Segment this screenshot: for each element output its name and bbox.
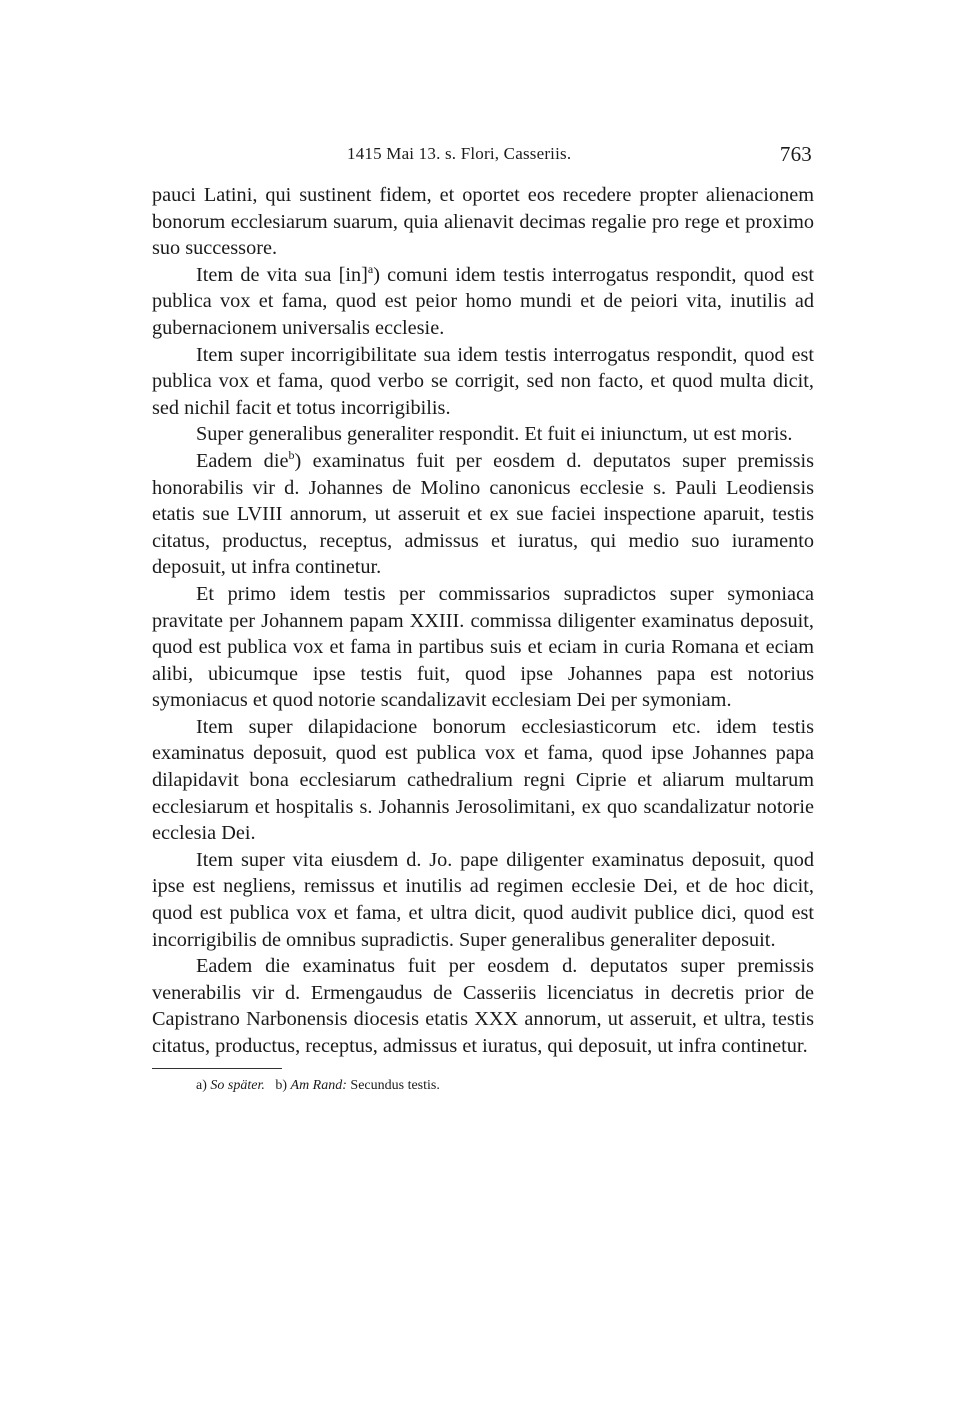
footnote-divider	[152, 1068, 282, 1069]
paragraph-1	[152, 182, 814, 262]
paragraph-text: Et primo idem testis per commissarios supradictos super symoniaca pravitate per Johannem papam XXIII. commissa diligenter examinatus deposuit, quod est publica vox et fama in partibus suis et eciam in curia Romana et eciam alibi, ubicumque ipse testis fuit, quod ipse Johannes papa est notorius symoniacus et quod notorie scandalizavit ecclesiam Dei per symoniam.	[152, 582, 814, 712]
footnote-prefix: Am Rand:	[290, 1077, 347, 1093]
footnote-ref: a	[367, 262, 374, 277]
document-page	[152, 142, 814, 1095]
footnote-a	[196, 1078, 268, 1093]
paragraph-4	[152, 421, 814, 448]
paragraph-text: Item super vita eiusdem d. Jo. pape diligenter examinatus deposuit, quod ipse est negliens, remissus et inutilis ad regimen ecclesie Dei, et de hoc dicit, quod est publica vox et fama, et ultra dicit, quod audivit publice dici, quod est incorrigibilis de omnibus supradictis. Super generalibus generaliter deposuit.	[152, 848, 814, 951]
footnote-marker: b)	[275, 1077, 288, 1093]
running-title: 1415 Mai 13. s. Flori, Casseriis.	[347, 144, 572, 163]
paragraph-text: Item super dilapidacione bonorum ecclesiasticorum etc. idem testis examinatus deposuit, quod est publica vox et fama, quod ipse Johannes papa dilapidavit bona ecclesiarum cathedralium regni Ciprie et aliarum multarum ecclesiarum et hospitalis s. Johannis Jerosolimitani, ex quo scandalizatur notorie ecclesia Dei.	[152, 715, 814, 845]
footnote-text: So später.	[210, 1077, 265, 1093]
paragraph-text: Eadem die	[196, 449, 289, 472]
footnote-text: Secundus testis.	[350, 1077, 440, 1093]
paragraph-5	[152, 448, 814, 581]
paragraph-text: Item de vita sua [in]	[196, 263, 368, 286]
paragraph-text: Item super incorrigibilitate sua idem testis interrogatus respondit, quod est publica vox et fama, quod verbo se corrigit, sed non facto, et quod multa dicit, sed nichil facit et totus incorrigibilis.	[152, 343, 814, 419]
paragraph-7	[152, 714, 814, 847]
footnote-marker: a)	[196, 1077, 207, 1093]
paragraph-9	[152, 953, 814, 1059]
page-number: 763	[779, 142, 812, 166]
paragraph-2	[152, 262, 814, 342]
footnote-b	[275, 1078, 440, 1093]
paragraph-8	[152, 847, 814, 953]
footnotes	[196, 1077, 814, 1095]
paragraph-text: ) comuni idem testis interrogatus respondit, quod est publica vox et fama, quod est peior homo mundi et de peiori vita, inutilis ad gubernacionem universalis ecclesie.	[152, 263, 814, 339]
footnote-ref: b	[288, 448, 295, 463]
paragraph-text: pauci Latini, qui sustinent fidem, et oportet eos recedere propter alienacionem bonorum ecclesiarum suarum, quia alienavit decimas regalie pro rege et proximo suo successore.	[152, 184, 814, 260]
running-head	[152, 142, 814, 172]
body-text	[152, 182, 814, 1060]
paragraph-text: Super generalibus generaliter respondit. Et fuit ei iniunctum, ut est moris.	[196, 423, 793, 446]
paragraph-6	[152, 581, 814, 714]
paragraph-text: ) examinatus fuit per eosdem d. deputatos super premissis honorabilis vir d. Johannes de Molino canonicus ecclesie s. Pauli Leodiensis etatis sue LVIII annorum, ut asseruit et ex sue faciei inspectione aparuit, testis citatus, productus, receptus, admissus et iuratus, qui medio suo iuramento deposuit, ut infra continetur.	[152, 449, 814, 579]
paragraph-3	[152, 342, 814, 422]
paragraph-text: Eadem die examinatus fuit per eosdem d. deputatos super premissis venerabilis vir d. Ermengaudus de Casseriis licenciatus in decretis prior de Capistrano Narbonensis diocesis etatis XXX annorum, ut asseruit, et ultra, testis citatus, productus, receptus, admissus et iuratus, qui deposuit, ut infra continetur.	[152, 955, 814, 1057]
